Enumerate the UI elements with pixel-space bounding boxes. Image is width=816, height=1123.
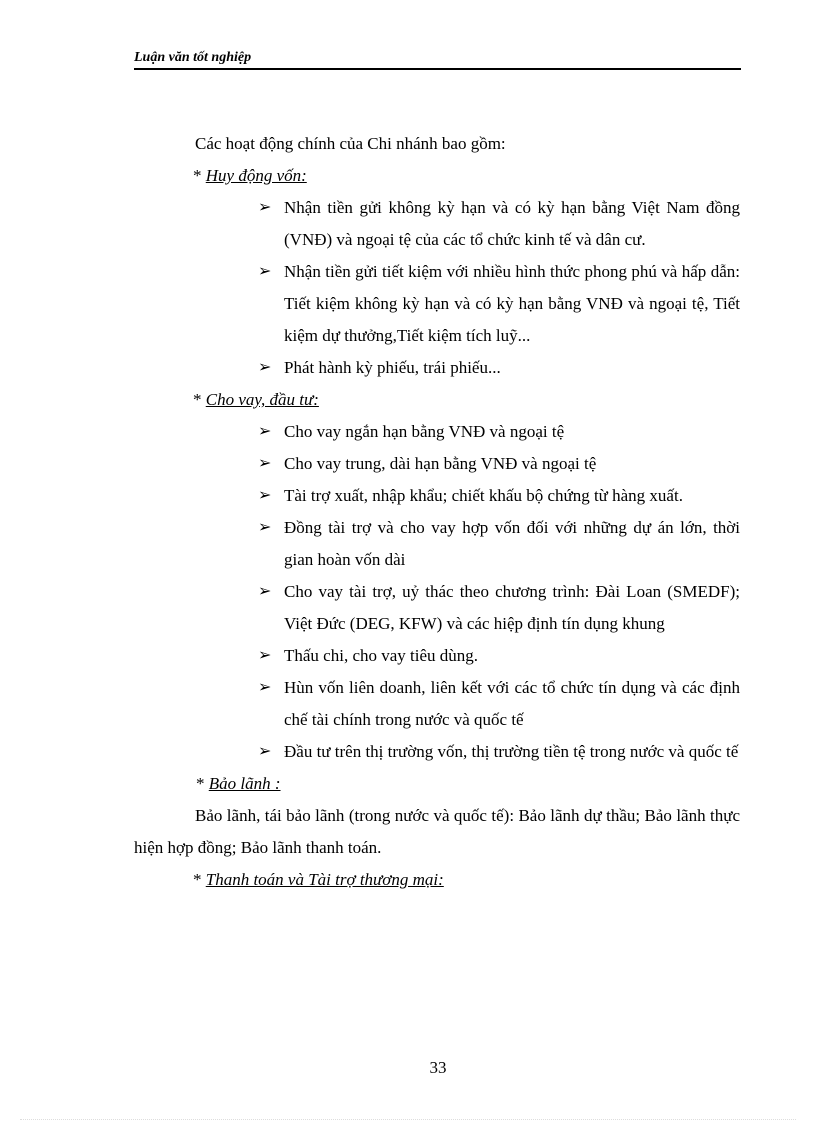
header-title: Luận văn tốt nghiệp (134, 50, 252, 65)
heading-text: Thanh toán và Tài trợ thương mại: (205, 870, 444, 889)
list-item-text: Đồng tài trợ và cho vay hợp vốn đối với những dự án lớn, thời gian hoàn vốn dài (284, 518, 740, 569)
arrow-bullet-icon: ➢ (258, 519, 272, 536)
list-item (134, 672, 740, 736)
list-item-text: Cho vay tài trợ, uỷ thác theo chương trình: Đài Loan (SMEDF); Việt Đức (DEG, KFW) và các hiệp định tín dụng khung (284, 582, 740, 633)
list-item-text: Phát hành kỳ phiếu, trái phiếu... (284, 358, 501, 377)
list-item (134, 576, 740, 640)
arrow-bullet-icon: ➢ (258, 455, 272, 472)
heading-text: Bảo lãnh : (208, 774, 281, 793)
list-item (134, 512, 740, 576)
arrow-bullet-icon: ➢ (258, 583, 272, 600)
list-item (134, 192, 740, 256)
footer-divider (20, 1119, 796, 1120)
running-header (134, 48, 741, 70)
section-heading-bao-lanh (134, 768, 740, 800)
list-item-text: Nhận tiền gửi tiết kiệm với nhiều hình thức phong phú và hấp dẫn: Tiết kiệm không kỳ hạn và có kỳ hạn bằng VNĐ và ngoại tệ, Tiết kiệm dự thưởng,Tiết kiệm tích luỹ... (284, 262, 740, 345)
list-item (134, 480, 740, 512)
list-item-text: Nhận tiền gửi không kỳ hạn và có kỳ hạn bằng Việt Nam đồng (VNĐ) và ngoại tệ của các tổ chức kinh tế và dân cư. (284, 198, 740, 249)
star-marker: * (196, 774, 205, 793)
section-heading-cho-vay (134, 384, 740, 416)
list-item-text: Cho vay trung, dài hạn bằng VNĐ và ngoại tệ (284, 454, 597, 473)
list-item (134, 640, 740, 672)
list-item (134, 448, 740, 480)
bullet-list-huy-dong (134, 192, 740, 384)
arrow-bullet-icon: ➢ (258, 487, 272, 504)
arrow-bullet-icon: ➢ (258, 359, 272, 376)
list-item (134, 256, 740, 352)
list-item-text: Đầu tư trên thị trường vốn, thị trường tiền tệ trong nước và quốc tế (284, 742, 739, 761)
arrow-bullet-icon: ➢ (258, 647, 272, 664)
page-body (134, 128, 740, 896)
star-marker: * (193, 166, 202, 185)
list-item (134, 352, 740, 384)
list-item-text: Tài trợ xuất, nhập khẩu; chiết khấu bộ chứng từ hàng xuất. (284, 486, 683, 505)
heading-text: Huy động vốn: (205, 166, 307, 185)
list-item-text: Thấu chi, cho vay tiêu dùng. (284, 646, 479, 665)
section-heading-huy-dong (134, 160, 740, 192)
star-marker: * (193, 870, 202, 889)
arrow-bullet-icon: ➢ (258, 423, 272, 440)
list-item (134, 416, 740, 448)
arrow-bullet-icon: ➢ (258, 199, 272, 216)
arrow-bullet-icon: ➢ (258, 263, 272, 280)
bao-lanh-paragraph: Bảo lãnh, tái bảo lãnh (trong nước và quốc tế): Bảo lãnh dự thầu; Bảo lãnh thực hiện hợp đồng; Bảo lãnh thanh toán. (134, 806, 740, 857)
star-marker: * (193, 390, 202, 409)
list-item-text: Hùn vốn liên doanh, liên kết với các tổ chức tín dụng và các định chế tài chính trong nước và quốc tế (284, 678, 740, 729)
intro-paragraph: Các hoạt động chính của Chi nhánh bao gồm: (195, 134, 506, 153)
heading-text: Cho vay, đầu tư: (205, 390, 319, 409)
bullet-list-cho-vay (134, 416, 740, 768)
arrow-bullet-icon: ➢ (258, 679, 272, 696)
list-item (134, 736, 740, 768)
list-item-text: Cho vay ngắn hạn bằng VNĐ và ngoại tệ (284, 422, 565, 441)
arrow-bullet-icon: ➢ (258, 743, 272, 760)
section-heading-thanh-toan (134, 864, 740, 896)
page-number: 33 (429, 1058, 447, 1077)
